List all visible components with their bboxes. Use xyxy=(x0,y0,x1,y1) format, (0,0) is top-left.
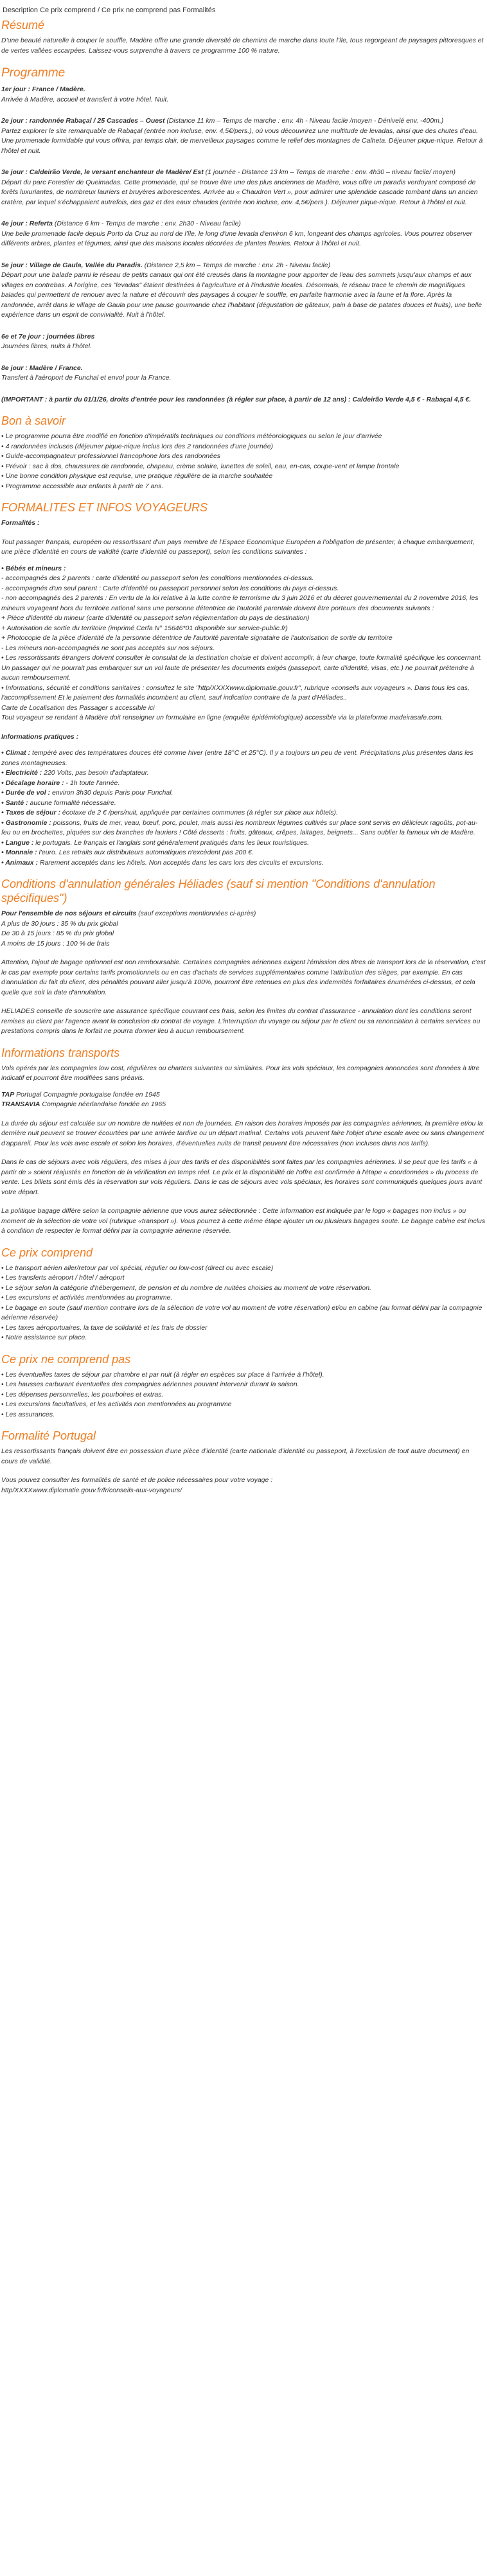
day-subtitle: (Distance 2,5 km – Temps de marche : env. 2h - Niveau facile) xyxy=(142,261,331,269)
comprend-item: • Le bagage en soute (sauf mention contraire lors de la sélection de votre vol au moment de votre réservation) et/ou en cabine (au format défini par la compagnie aérienne réservée) xyxy=(1,1303,486,1323)
annulation-p1: Attention, l'ajout de bagage optionnel est non remboursable. Certaines compagnies aériennes exigent l'émission des titres de transport lors de la réservation, c'est le cas par exemple pour certains tarifs promotionnels ou en cas d'achats de services supplémentaires comme l'attribution des sièges, par exemple. En cas d'annulation du fait du client, des pénalités pouvant aller jusqu'à 100%, pourront être retenues en plus des indemnités forfaitaires énumérées ci-dessus, et cela quelle que soit la date d'annulation. xyxy=(1,958,486,996)
day-header xyxy=(1,261,486,271)
company-text: Portugal Compagnie portugaise fondée en 1945 xyxy=(14,1090,160,1098)
info-label: • Santé : xyxy=(1,798,28,807)
transports-paragraphs xyxy=(1,1119,486,1237)
formalites-line: Tout voyageur se rendant à Madère doit renseigner un formulaire en ligne (enquête épidémiologique) accessible via la plateforme madeirasafe.com. xyxy=(1,714,443,721)
day-header xyxy=(1,168,486,178)
comprend-item: • Les transferts aéroport / hôtel / aéroport xyxy=(1,1273,486,1284)
comprend-item: • Notre assistance sur place. xyxy=(1,1333,486,1343)
ne-comprend-item: • Les éventuelles taxes de séjour par chambre et par nuit (à régler en espèces sur place à l'arrivée à l'hôtel). xyxy=(1,1370,486,1381)
formalite-portugal-url[interactable]: http/XXXXwww.diplomatie.gouv.fr/fr/conseils-aux-voyageurs/ xyxy=(1,1486,182,1494)
section-programme xyxy=(0,65,487,405)
day-title: 8e jour : Madère / France. xyxy=(1,364,83,372)
info-item xyxy=(1,858,486,869)
info-text: l'euro. Les retraits aux distributeurs automatiques n'excèdent pas 200 €. xyxy=(37,849,254,856)
formalites-lines xyxy=(1,564,486,723)
section-formalites xyxy=(0,500,487,868)
day-text: Une belle promenade facile depuis Porto da Cruz au nord de l'île, le long d'une levada d'environ 6 km, longeant des champs agricoles. Vous pourrez observer différents arbres, plantes et légumes, ainsi que des maisons locales décorées de plantes fleuries. Retour à l'hôtel et nuit. xyxy=(1,229,472,247)
day-title: 3e jour : Caldeirão Verde, le versant enchanteur de Madère/ Est xyxy=(1,168,204,176)
info-item xyxy=(1,838,486,849)
formalites-line: • Les ressortissants étrangers doivent consulter le consulat de la destination choisie et doivent accomplir, à leur charge, toute formalité spécifique les concernant. Un passager qui ne pourrait pas embarquer sur un vol faute de présenter les documents exigés (passeport, carte d'identité, visas, etc.) ne pourrait prétendre à aucun remboursement. xyxy=(1,654,483,682)
transports-paragraph: La durée du séjour est calculée sur un nombre de nuitées et non de journées. En raison des horaires imposés par les compagnies aériennes, la première et/ou la dernière nuit peuvent se trouver écourtées par une arrivée tardive ou un départ matinal. Certains vols peuvent faire l'objet d'une escale avec ou sans changement d'appareil. Pour les vols avec escale et selon les horaires, d'éventuelles nuits de transit peuvent être nécessaires (non incluses dans nos tarifs). xyxy=(1,1119,484,1147)
formalites-line: • Bébés et mineurs : xyxy=(1,564,66,572)
info-label: • Climat : xyxy=(1,749,31,757)
annulation-sub-note: (sauf exceptions mentionnées ci-après) xyxy=(136,910,256,917)
info-item xyxy=(1,798,486,809)
section-transports xyxy=(0,1046,487,1237)
ne-comprend-item: • Les excursions facultatives, et les activités non mentionnées au programme xyxy=(1,1400,486,1410)
info-text: - 1h toute l'année. xyxy=(64,779,120,787)
formalite-portugal-p1: Les ressortissants français doivent être en possession d'une pièce d'identité (carte nationale d'identité ou passeport, à l'exclusion de tout autre document) en cours de validité. xyxy=(1,1447,470,1465)
company-code: TRANSAVIA xyxy=(1,1100,40,1108)
transports-companies xyxy=(1,1090,486,1110)
annulation-sub-title: Pour l'ensemble de nos séjours et circuits xyxy=(1,910,137,917)
company-line xyxy=(1,1100,486,1110)
day-text: Arrivée à Madère, accueil et transfert à votre hôtel. Nuit. xyxy=(1,95,169,103)
comprend-item: • Le transport aérien aller/retour par vol spécial, régulier ou low-cost (direct ou avec escale) xyxy=(1,1264,486,1274)
formalites-heading: FORMALITES ET INFOS VOYAGEURS xyxy=(1,501,208,514)
info-text: écotaxe de 2 € /pers/nuit, appliquée par certaines communes (à régler sur place aux hôtels). xyxy=(60,809,338,816)
day-header xyxy=(1,219,486,229)
info-item xyxy=(1,848,486,858)
info-text: Rarement acceptés dans les hôtels. Non acceptés dans les cars lors des circuits et excursions. xyxy=(37,858,324,867)
programme-day xyxy=(1,85,486,105)
section-comprend xyxy=(0,1246,487,1343)
info-label: • Electricité : xyxy=(1,769,42,777)
programme-day xyxy=(1,116,486,156)
transports-heading: Informations transports xyxy=(1,1046,120,1059)
formalites-line: • Informations, sécurité et conditions sanitaires : consultez le site "http/XXXXwww.diplomatie.gouv.fr", rubrique «conseils aux voyageurs ». Dans tous les cas, l'accomplissement Et le paiement des formalités incombent au client, sauf indication contraire de la part d'Héliades.. xyxy=(1,684,470,701)
day-text: Départ pour une balade parmi le réseau de petits canaux qui ont été creusés dans la montagne pour apporter de l'eau des sommets jusqu'aux champs et aux villages en contrebas. A l'origine, ces "levadas" étaient destinées à l'agriculture et à l'industrie locales. Désormais, le réseau trace le chemin de magnifiques balades qui permettent de renouer avec la nature et découvrir des paysages à couper le souffle, en parfaite harmonie avec la faune et la flore. Après la randonnée, arrêt dans le village de Gaula pour une pause gourmande chez l'habitant (dégustation de gâteaux, pain à base de patates douces et fruits), une belle expérience dans un esprit de convivialité. Nuit à l'hôtel. xyxy=(1,271,483,319)
section-ne-comprend xyxy=(0,1352,487,1420)
day-text: Transfert à l'aéroport de Funchal et envol pour la France. xyxy=(1,374,172,382)
comprend-item: • Les excursions et activités mentionnées au programme. xyxy=(1,1293,486,1303)
bon-a-savoir-list xyxy=(1,432,486,491)
info-item xyxy=(1,808,486,818)
annulation-heading: Conditions d'annulation générales Héliades (sauf si mention "Conditions d'annulation spécifiques") xyxy=(1,878,436,904)
day-subtitle: (1 journée - Distance 13 km – Temps de marche : env. 4h30 – niveau facile/ moyen) xyxy=(203,168,456,176)
day-title: 6e et 7e jour : journées libres xyxy=(1,332,95,340)
transports-intro: Vols opérés par les compagnies low cost, régulières ou charters suivantes ou similaires. Pour les vols spéciaux, les compagnies annoncées sont données à titre indicatif et pourront être modifiées sans préavis. xyxy=(1,1064,480,1082)
day-header xyxy=(1,364,486,374)
infos-heading: Informations pratiques : xyxy=(1,732,79,741)
ne-comprend-heading: Ce prix ne comprend pas xyxy=(1,1352,131,1366)
bon-a-savoir-item: • Une bonne condition physique est requise, une pratique régulière de la marche souhaitée xyxy=(1,472,486,482)
day-title: 5e jour : Village de Gaula, Vallée du Paradis. xyxy=(1,261,143,269)
section-bon-a-savoir xyxy=(0,414,487,491)
programme-day xyxy=(1,168,486,207)
day-text: Journées libres, nuits à l'hôtel. xyxy=(1,342,92,350)
bon-a-savoir-item: • Programme accessible aux enfants à partir de 7 ans. xyxy=(1,482,486,492)
infos-list xyxy=(1,748,486,868)
day-text: Partez explorer le site remarquable de Rabaçal (entrée non incluse, env. 4,5€/pers.), où vous découvrirez une multitude de levadas, ainsi que des chutes d'eau. Une promenade formidable qui vous offrira, par temps clair, de merveilleux paysages comme le relief des montagnes de Calheta. Déjeuner pique-nique. Retour à l'hôtel et nuit. xyxy=(1,127,483,155)
day-header xyxy=(1,85,486,95)
info-text: environ 3h30 depuis Paris pour Funchal. xyxy=(50,789,173,797)
info-item xyxy=(1,818,486,838)
day-header xyxy=(1,116,486,127)
programme-days xyxy=(1,85,486,384)
info-item xyxy=(1,768,486,779)
formalites-line: + Pièce d'identité du mineur (carte d'identité ou passeport selon réglementation du pays de destination) xyxy=(1,614,310,622)
resume-heading: Résumé xyxy=(1,19,45,31)
programme-day xyxy=(1,364,486,384)
bon-a-savoir-item: • 4 randonnées incluses (déjeuner pique-nique inclus lors des 2 randonnées d'une journée) xyxy=(1,442,486,452)
day-title: 4e jour : Referta xyxy=(1,220,53,227)
info-item xyxy=(1,779,486,789)
formalites-line: - Les mineurs non-accompagnés ne sont pas acceptés sur nos séjours. xyxy=(1,644,215,652)
formalites-line: - accompagnés des 2 parents : carte d'identité ou passeport selon les conditions mentionnées ci-dessus. xyxy=(1,574,314,582)
day-title: 2e jour : randonnée Rabaçal / 25 Cascades – Ouest xyxy=(1,117,165,125)
info-text: poissons, fruits de mer, veau, bœuf, porc, poulet, mais aussi les nombreux légumes cultivés sur place sont servis en délicieux ragoûts, pot-au-feu ou en brochettes, piquées sur des branches de lauriers ! Côté desserts : fruits, gâteaux, crêpes, laitages, beignets... Sans oublier la fameux vin de Madère. xyxy=(1,818,478,836)
company-line xyxy=(1,1090,486,1100)
breadcrumb: Description Ce prix comprend / Ce prix ne comprend pas Formalités xyxy=(3,6,216,14)
day-subtitle: (Distance 11 km – Temps de marche : env. 4h - Niveau facile /moyen - Dénivelé env. -400m.) xyxy=(164,117,444,125)
formalites-subheading: Formalités : xyxy=(1,519,40,527)
info-label: • Durée de vol : xyxy=(1,789,51,797)
formalites-intro: Tout passager français, européen ou ressortissant d'un pays membre de l'Espace Economique Européen a l'obligation de présenter, à chaque embarquement, une pièce d'identité en cours de validité (carte d'identité ou passeport), selon les conditions suivantes : xyxy=(1,538,475,556)
transports-paragraph: La politique bagage diffère selon la compagnie aérienne que vous aurez sélectionnée : Cette information est indiquée par le logo « bagages non inclus » ou moment de la sélection de votre vol (rubrique «transport »). Vous pourrez à cette même étape ajouter un ou plusieurs bagages soute. Le bagage cabine est inclus à condition de respecter le format défini par la compagnie aérienne réservée. xyxy=(1,1207,486,1235)
formalites-line: + Photocopie de la pièce d'identité de la personne détentrice de l'autorité parentale signataire de l'autorisation de sortie du territoire xyxy=(1,634,393,642)
bon-a-savoir-item: • Guide-accompagnateur professionnel francophone lors des randonnées xyxy=(1,452,486,462)
ne-comprend-item: • Les hausses carburant éventuelles des compagnies aériennes pouvant intervenir durant la saison. xyxy=(1,1380,486,1390)
info-item xyxy=(1,788,486,798)
day-header xyxy=(1,332,486,342)
info-label: • Monnaie : xyxy=(1,849,37,856)
section-formalite-portugal xyxy=(0,1429,487,1495)
ne-comprend-item: • Les dépenses personnelles, les pourboires et extras. xyxy=(1,1390,486,1400)
annulation-sub xyxy=(1,909,486,919)
comprend-list xyxy=(1,1264,486,1343)
annulation-scale-line: A plus de 30 jours : 35 % du prix global xyxy=(1,919,118,928)
programme-day xyxy=(1,261,486,321)
bon-a-savoir-item: • Le programme pourra être modifié en fonction d'impératifs techniques ou conditions météorologiques ou selon le jour d'arrivée xyxy=(1,432,486,442)
ne-comprend-item: • Les assurances. xyxy=(1,1410,486,1420)
annulation-scale xyxy=(1,919,486,949)
programme-heading: Programme xyxy=(1,66,66,80)
comprend-heading: Ce prix comprend xyxy=(1,1246,93,1259)
resume-text: D'une beauté naturelle à couper le souffle, Madère offre une grande diversité de chemins de marche dans toute l'île, tous regorgeant de paysages pittoresques et de vertes vallées escarpées. Laissez-vous surprendre à travers ce programme 100 % nature. xyxy=(1,37,484,55)
formalite-portugal-p2: Vous pouvez consulter les formalités de santé et de police nécessaires pour votre voyage : xyxy=(1,1476,273,1484)
info-text: 220 Volts, pas besoin d'adaptateur. xyxy=(42,769,149,777)
bon-a-savoir-item: • Prévoir : sac à dos, chaussures de randonnée, chapeau, crème solaire, lunettes de soleil, eau, en-cas, coupe-vent et lampe frontale xyxy=(1,462,486,472)
formalites-line: - accompagnés d'un seul parent : Carte d'identité ou passeport personnel selon les conditions du pays ci-dessus. xyxy=(1,584,339,592)
info-item xyxy=(1,748,486,768)
info-text: tempéré avec des températures douces été comme hiver (entre 18°C et 25°C). Il y a toujours un peu de vent. Précipitations plus présentes dans les zones montagneuses. xyxy=(1,749,474,767)
day-text: Départ du parc Forestier de Queimadas. Cette promenade, qui se trouve être une des plus anciennes de Madère, vous offre un paradis verdoyant composé de forêts luxuriantes, de nombreux lauriers et bruyères arborescentes. Arrivée au « Chaudron Vert », pour admirer une splendide cascade tombant dans un ancien cratère, par lequel s'échappaient autrefois, des gaz et des eaux chaudes (entrée non incluse, env. 4,5€/pers.). Déjeuner pique-nique. Retour à l'hôtel et nuit. xyxy=(1,178,478,206)
annulation-p2: HELIADES conseille de souscrire une assurance spécifique couvrant ces frais, selon les limites du contrat d'assurance - annulation dont les conditions seront remises au client par l'agence avant la conclusion du contrat de voyage. L'interruption du voyage ou séjour par le client ou sa renonciation à certains services ou prestations compris dans le forfait ne pourra donner lieu à aucun remboursement. xyxy=(1,1007,481,1035)
day-title: 1er jour : France / Madère. xyxy=(1,85,85,93)
section-resume xyxy=(0,18,487,56)
formalites-line: - non accompagnés des 2 parents : En vertu de la loi relative à la lutte contre le terrorisme du 3 juin 2016 et du décret gouvernemental du 2 novembre 2016, les mineurs voyageant hors du territoire national sans une personne détentrice de l'autorité parentale doivent être porteurs des documents suivants : xyxy=(1,594,479,612)
formalites-line: Carte de Localisation des Passager s accessible ici xyxy=(1,703,155,712)
day-subtitle: (Distance 6 km - Temps de marche : env. 2h30 - Niveau facile) xyxy=(52,220,241,227)
transports-paragraph: Dans le cas de séjours avec vols réguliers, des mises à jour des tarifs et des disponibilités sont faites par les compagnies aériennes. Il se peut que les tarifs « à partir de » soient réajustés en fonction de la vérification en temps réel. Le prix et la disponibilité de l'offre est confirmée à l'étape « coordonnées » du process de vente. Les billets sont émis dès la réservation sur vols réguliers. Dans le cas de séjours avec vols spéciaux, les horaires sont communiqués quelques jours avant votre départ. xyxy=(1,1158,483,1196)
info-label: • Langue : xyxy=(1,838,34,847)
info-text: aucune formalité nécessaire. xyxy=(28,798,116,807)
formalite-portugal-heading: Formalité Portugal xyxy=(1,1429,96,1442)
info-label: • Animaux : xyxy=(1,858,38,867)
info-label: • Décalage horaire : xyxy=(1,779,64,787)
programme-day xyxy=(1,219,486,249)
info-text: le portugais. Le français et l'anglais sont généralement pratiqués dans les lieux touristiques. xyxy=(33,838,310,847)
bon-a-savoir-heading: Bon à savoir xyxy=(1,414,66,427)
info-label: • Gastronomie : xyxy=(1,818,51,827)
programme-important: (IMPORTANT : à partir du 01/1/26, droits d'entrée pour les randonnées (à régler sur place, à partir de 12 ans) : Caldeirão Verde 4,5 € - Rabaçal 4,5 €. xyxy=(1,395,472,403)
programme-day xyxy=(1,332,486,352)
annulation-scale-line: De 30 à 15 jours : 85 % du prix global xyxy=(1,930,114,937)
comprend-item: • Les taxes aéroportuaires, la taxe de solidarité et les frais de dossier xyxy=(1,1323,486,1334)
comprend-item: • Le séjour selon la catégorie d'hébergement, de pension et du nombre de nuitées choisies au moment de votre réservation. xyxy=(1,1284,486,1294)
company-text: Compagnie néerlandaise fondée en 1965 xyxy=(40,1100,166,1108)
ne-comprend-list xyxy=(1,1370,486,1420)
section-annulation xyxy=(0,877,487,1037)
annulation-scale-line: A moins de 15 jours : 100 % de frais xyxy=(1,939,110,948)
info-label: • Taxes de séjour : xyxy=(1,809,60,816)
formalites-line: + Autorisation de sortie du territoire (imprimé Cerfa N° 15646*01 disponible sur service-public.fr) xyxy=(1,624,288,632)
company-code: TAP xyxy=(1,1090,15,1098)
